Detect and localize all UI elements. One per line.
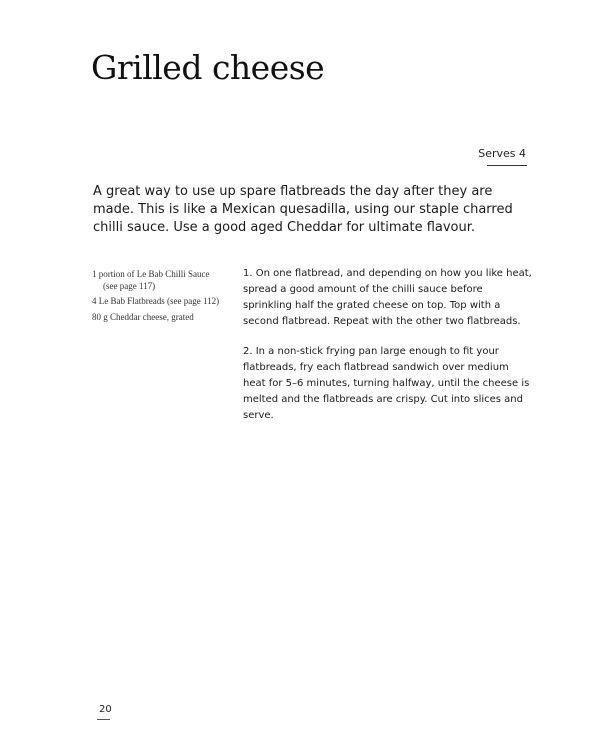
page-number-underline — [97, 719, 110, 720]
ingredients-list — [92, 269, 232, 327]
serves-label: Serves 4 — [478, 147, 526, 160]
recipe-title: Grilled cheese — [91, 48, 325, 87]
ingredient-note: (see page 117) — [103, 280, 156, 291]
method-step: 2. In a non-stick frying pan large enough to fit your flatbreads, fry each flatbread sandwich over medium heat for 5–6 minutes, turning halfway, until the cheese is melted and the flatbreads are crispy. Cut into slices and serve. — [243, 346, 530, 421]
ingredient-item — [92, 312, 232, 324]
ingredient-text: 80 g Cheddar cheese, grated — [92, 311, 194, 322]
ingredient-text: 1 portion of Le Bab Chilli Sauce — [92, 269, 210, 279]
page-number: 20 — [99, 704, 112, 715]
recipe-intro: A great way to use up spare flatbreads the day after they are made. This is like a Mexican quesadilla, using our staple charred chilli sauce. Use a good aged Cheddar for ultimate flavour. — [93, 184, 513, 235]
ingredient-text: 4 Le Bab Flatbreads (see page 112) — [92, 296, 220, 306]
method-step: 1. On one flatbread, and depending on how you like heat, spread a good amount of the chilli sauce before sprinkling half the grated cheese on top. Top with a second flatbread. Repeat with the other two flatbreads. — [243, 268, 532, 327]
method-steps — [243, 266, 533, 438]
ingredient-item — [92, 296, 232, 308]
serves-underline — [487, 165, 527, 166]
ingredient-item — [92, 269, 232, 292]
